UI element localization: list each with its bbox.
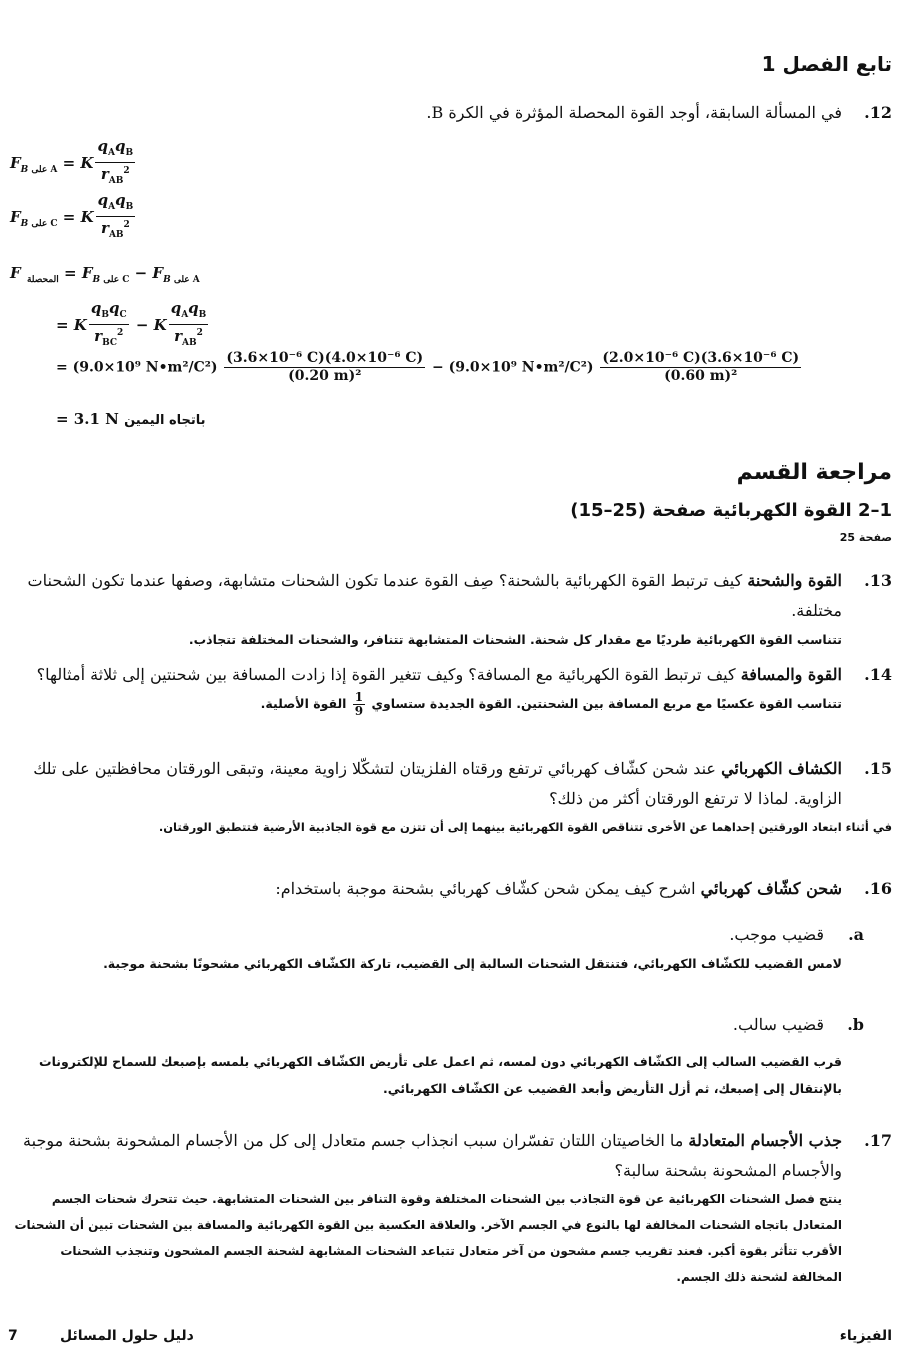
question-number: .13	[864, 571, 892, 590]
page-number: 7	[8, 1328, 18, 1344]
equation-result	[56, 410, 206, 428]
question-text: كيف ترتبط القوة الكهربائية مع المسافة؟ وكيف تتغير القوة إذا زادت المسافة بين شحنتين إلى ثلاثة أمثالها؟	[36, 665, 741, 684]
equation-4: = K $\frac{q_Bq_C}{r_{BC}^2}$ − K $\frac{q_Aq_B}{r_{AB}^2}$	[56, 299, 207, 348]
question-16a	[6, 920, 864, 977]
question-16	[6, 874, 892, 904]
answer: لامس القضيب للكشّاف الكهربائي، فتنتقل الشحنات السالبة إلى القضيب، تاركة الكشّاف الكهربائي مشحونًا بشحنة موجبة.	[103, 956, 842, 971]
question-16b	[6, 1010, 864, 1102]
constant-k: (9.0×10⁹ N•m²/C²)	[448, 359, 594, 376]
result-direction: باتجاه اليمين	[124, 413, 206, 428]
fraction-numerator: (3.6×10⁻⁶ C)(4.0×10⁻⁶ C)	[226, 350, 424, 366]
question-number: .15	[864, 759, 892, 778]
page-reference: صفحة 25	[839, 531, 892, 544]
question-text: كيف ترتبط القوة الكهربائية بالشحنة؟ صِف القوة عندما تكون الشحنات متشابهة، وصفها عندما تكون الشحنات مختلفة.	[27, 571, 842, 620]
answer-fraction	[353, 691, 365, 718]
equation-subscript: على C	[103, 275, 130, 285]
equation-subscript: على A	[31, 165, 58, 175]
fraction-denominator: (0.20 m)²	[288, 368, 362, 384]
question-number: .16	[864, 879, 892, 898]
answer	[6, 690, 842, 718]
answer: في أثناء ابتعاد الورقتين إحداهما عن الأخرى تتناقص القوة الكهربائية بينهما إلى أن تتزن مع قوة الجاذبية الأرضية فتتطبق الورقتان.	[158, 820, 892, 834]
equation-subscript: المحصلة	[26, 275, 59, 285]
answer: تتناسب القوة الكهربائية طرديًا مع مقدار كل شحنة. الشحنات المتشابهة تتنافر، والشحنات المختلفة تتجاذب.	[188, 632, 842, 647]
constant-k: (9.0×10⁹ N•m²/C²)	[72, 359, 218, 376]
fraction-denominator: 9	[354, 704, 364, 718]
section-subtitle: 1–2 القوة الكهربائية صفحة (25–15)	[570, 500, 892, 521]
question-14	[6, 660, 892, 718]
equation-subscript: على A	[173, 275, 200, 285]
question-lead: القوة والشحنة	[747, 571, 842, 590]
question-15	[6, 754, 892, 841]
equation-3: F $_{المحصلة} = F_{B على C} - F_{B على A}$	[10, 264, 200, 285]
answer: قرب القضيب السالب إلى الكشّاف الكهربائي دون لمسه، ثم اعمل على تأريض الكشّاف الكهربائي بلمسه بإصبعك للسماح للإلكترونات بالإنتقال إلى إصبعك، ثم أزل التأريض وأبعد القضيب عن الكشّاف الكهربائي.	[39, 1054, 842, 1096]
part-text: قضيب موجب.	[729, 925, 824, 944]
part-text: قضيب سالب.	[732, 1015, 824, 1034]
answer-part: تتناسب القوة عكسيًا مع مربع المسافة بين الشحنتين. القوة الجديدة ستساوي	[371, 696, 842, 711]
question-number: .12	[864, 103, 892, 122]
question-text: ما الخاصيتان اللتان تفسّران سبب انجذاب جسم متعادل إلى كل من الأجسام المشحونة بشحنة موجبة والأجسام المشحونة بشحنة سالبة؟	[23, 1131, 842, 1180]
question-lead: الكشاف الكهربائي	[721, 759, 842, 778]
equation-5: = (9.0×10⁹ N•m²/C²) $\frac{\text{(3.6×10⁻⁶ C)(4.0×10⁻⁶ C)}}{\text{(0.20 m)²}}$ − (9.0×10⁹ N•m²/C²) $\frac{\text{(2.0×10⁻⁶ C)(3.6×10⁻⁶ C)}}{\text{(0.60 m)²}}$	[56, 350, 800, 384]
part-label: .a	[848, 925, 864, 944]
answer: ينتج فصل الشحنات الكهربائية عن قوة التجاذب بين الشحنات المختلفة وقوة التنافر بين الشحنات المتشابهة. حيث تتحرك شحنات الجسم المتعادل باتجاه الشحنات المخالفة لها بالنوع في الجسم الآخر. والعلاقة العكسية بين القوة الكهربائية والمسافة بين الشحنات تبين أن الشحنات الأقرب تتأثر بقوة أكبر. فعند تقريب جسم مشحون من آخر متعادل تتباعد الشحنات المشابهة لشحنة الجسم المشحون وتنجذب الشحنات المخالفة لشحنة ذلك الجسم.	[14, 1192, 842, 1284]
question-lead: القوة والمسافة	[740, 665, 842, 684]
question-text: في المسألة السابقة، أوجد القوة المحصلة المؤثرة في الكرة B.	[426, 103, 842, 122]
footer-subject: الفيزياء	[839, 1328, 892, 1344]
section-title: مراجعة القسم	[736, 460, 892, 485]
question-lead: جذب الأجسام المتعادلة	[688, 1131, 842, 1150]
question-17	[6, 1126, 892, 1290]
chapter-title: تابع الفصل 1	[761, 52, 892, 76]
equation-2: $F_{B على C} = K$ $\frac{q_Aq_B}{r_{AB}^2}$	[10, 191, 134, 240]
question-lead: شحن كشّاف كهربائي	[700, 879, 842, 898]
part-label: .b	[847, 1015, 864, 1034]
fraction-numerator: (2.0×10⁻⁶ C)(3.6×10⁻⁶ C)	[602, 350, 800, 366]
answer-part: القوة الأصلية.	[260, 696, 347, 711]
footer-guide: دليل حلول المسائل	[60, 1328, 194, 1344]
fraction-numerator: 1	[354, 690, 364, 704]
question-13	[6, 566, 892, 653]
equation-1: $F_{B على A} = K$ $\frac{q_Aq_B}{r_{AB}^2}$	[10, 137, 134, 186]
fraction-denominator: (0.60 m)²	[664, 368, 738, 384]
question-number: .14	[864, 665, 892, 684]
question-number: .17	[864, 1131, 892, 1150]
result-value: = 3.1 N	[56, 410, 119, 428]
question-12	[6, 98, 892, 128]
equation-subscript: على C	[31, 219, 58, 229]
question-text: عند شحن كشّاف كهربائي ترتفع ورقتاه الفلزيتان لتشكّلا زاوية معينة، وتبقى الورقتان محافظتين على تلك الزاوية. لماذا لا ترتفع الورقتان أكثر من ذلك؟	[33, 759, 842, 808]
question-text: اشرح كيف يمكن شحن كشّاف كهربائي بشحنة موجبة باستخدام:	[275, 879, 701, 898]
